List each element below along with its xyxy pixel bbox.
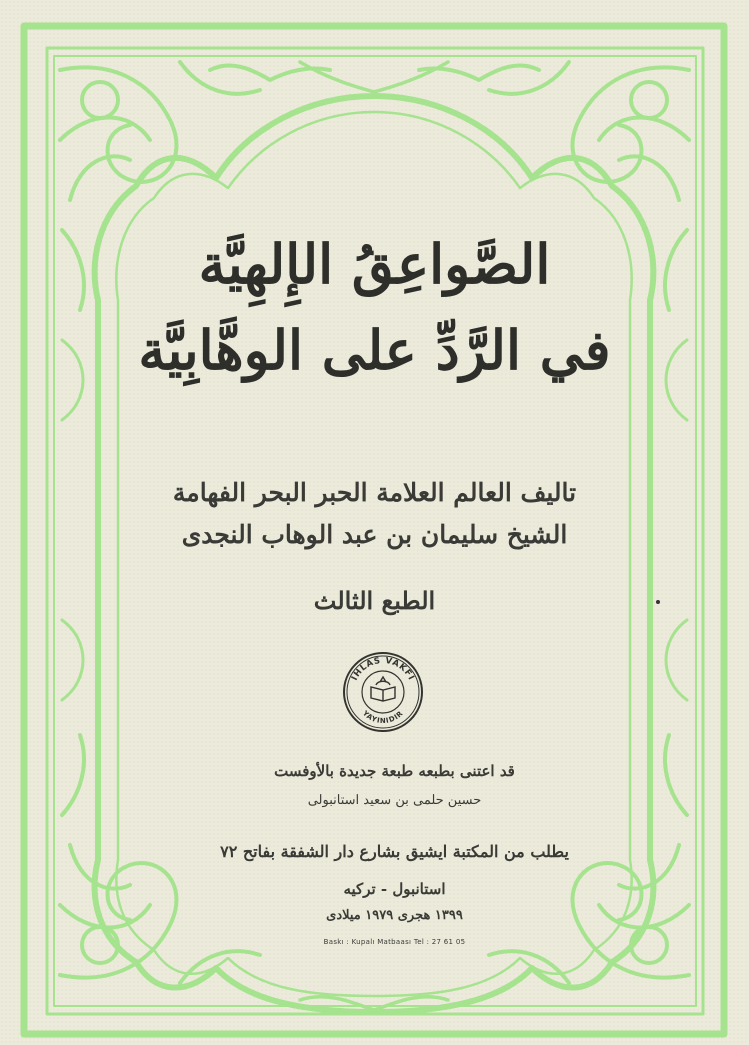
book-title-line2: في الرَّدِّ على الوهَّابِيَّة: [138, 318, 611, 382]
seal-bottom-text: YAYINIDIR: [361, 709, 405, 726]
author-line1: تاليف العالم العلامة الحبر البحر الفهامة: [172, 478, 577, 507]
printer-line: Baskı : Kupalı Matbaası Tel : 27 61 05: [323, 938, 466, 946]
publisher-line1: قد اعتنى بطبعه طبعة جديدة بالأوفست: [274, 762, 515, 780]
svg-text:YAYINIDIR: [360, 709, 405, 725]
edition-label: الطبع الثالث: [313, 586, 436, 615]
publication-city: استانبول - تركيه: [343, 880, 446, 898]
order-address: يطلب من المكتبة ايشيق بشارع دار الشفقة بفاتح ٧٢: [220, 842, 569, 861]
seal-top-text: IHLAS VAKFI: [349, 655, 417, 683]
open-book-icon: [371, 677, 395, 701]
publication-date: ١٣٩٩ هجرى ١٩٧٩ ميلادى: [326, 908, 463, 923]
author-line2: الشيخ سليمان بن عبد الوهاب النجدى: [181, 520, 568, 549]
publisher-line2: حسين حلمى بن سعيد استانبولى: [307, 793, 482, 808]
book-title-line1: الصَّواعِقُ الإِلهِيَّة: [198, 232, 551, 296]
ihlas-vakfi-seal: [342, 651, 424, 733]
stray-dot: [656, 600, 660, 604]
